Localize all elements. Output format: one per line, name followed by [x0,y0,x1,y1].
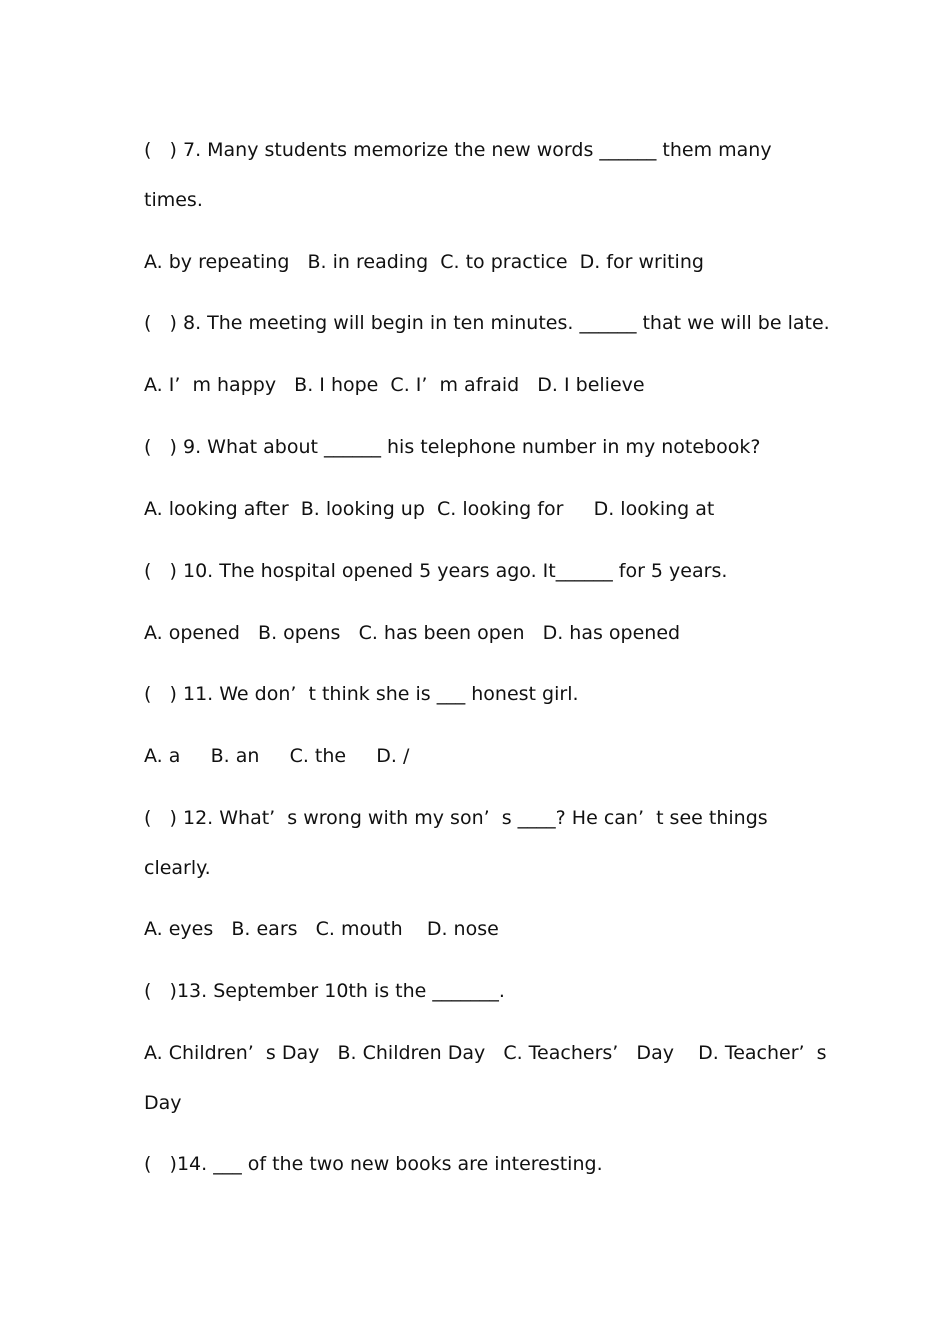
question-11-stem: ( ) 11. We don’ t think she is ___ honest girl. [144,683,579,705]
question-11-options: A. a B. an C. the D. / [144,745,410,767]
question-10-stem: ( ) 10. The hospital opened 5 years ago. It______ for 5 years. [144,560,728,582]
question-7-stem-continued: times. [144,189,203,211]
question-12-options: A. eyes B. ears C. mouth D. nose [144,918,499,940]
question-13-options: A. Children’ s Day B. Children Day C. Teachers’ Day D. Teacher’ s [144,1042,827,1064]
question-7-stem: ( ) 7. Many students memorize the new words ______ them many [144,139,772,161]
question-9-options: A. looking after B. looking up C. looking for D. looking at [144,498,715,520]
question-7-options: A. by repeating B. in reading C. to practice D. for writing [144,251,704,273]
question-13-options-continued: Day [144,1092,182,1114]
question-9-stem: ( ) 9. What about ______ his telephone number in my notebook? [144,436,761,458]
question-8-options: A. I’ m happy B. I hope C. I’ m afraid D. I believe [144,374,645,396]
question-10-options: A. opened B. opens C. has been open D. has opened [144,622,681,644]
question-12-stem-continued: clearly. [144,857,211,879]
question-14-stem: ( )14. ___ of the two new books are interesting. [144,1153,603,1175]
question-8-stem: ( ) 8. The meeting will begin in ten minutes. ______ that we will be late. [144,312,830,334]
question-13-stem: ( )13. September 10th is the _______. [144,980,505,1002]
question-12-stem: ( ) 12. What’ s wrong with my son’ s ____? He can’ t see things [144,807,768,829]
